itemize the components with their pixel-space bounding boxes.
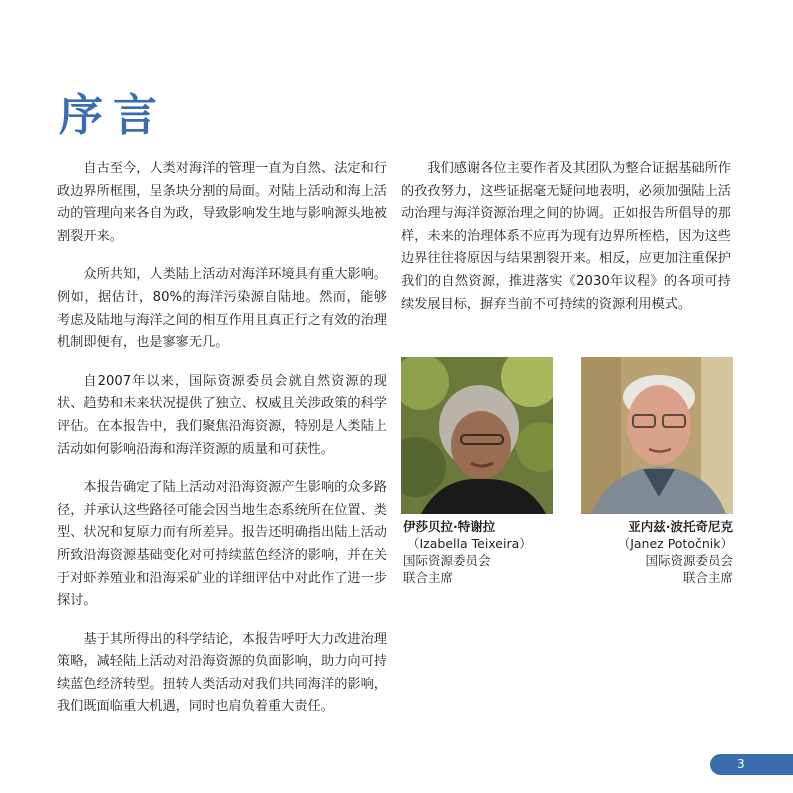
left-column: [57, 158, 387, 735]
page-title: 序言: [59, 90, 167, 141]
signatory-name: 伊莎贝拉·特谢拉: [403, 519, 496, 534]
signatory-org: 国际资源委员会: [645, 553, 733, 568]
signatory-latin-name: （Janez Potočnik）: [617, 536, 733, 551]
paragraph: 基于其所得出的科学结论，本报告呼吁大力改进治理策略，减轻陆上活动对沿海资源的负面影响，助力向可持续蓝色经济转型。扭转人类活动对我们共同海洋的影响，我们既面临重大机遇，同时也肩负着重大责任。: [57, 631, 387, 715]
portrait-photo-teixeira: [401, 357, 553, 514]
paragraph: 我们感谢各位主要作者及其团队为整合证据基础所作的孜孜努力，这些证据毫无疑问地表明，必须加强陆上活动治理与海洋资源治理之间的协调。正如报告所倡导的那样，未来的治理体系不应再为现有边界所桎梏，因为这些边界往往将原因与结果割裂开来。相反，应更加注重保护我们的自然资源，推进落实《2030年议程》的各项可持续发展目标，摒弃当前不可持续的资源利用模式。: [401, 161, 731, 312]
page-number-tab: [710, 754, 793, 775]
paragraph: 本报告确定了陆上活动对沿海资源产生影响的众多路径，并承认这些路径可能会因当地生态系统所在位置、类型、状况和复原力而有所差异。报告还明确指出陆上活动所致沿海资源基础变化对可持续蓝色经济的影响，并在关于对虾养殖业和沿海采矿业的详细评估中对此作了进一步探讨。: [57, 480, 387, 609]
caption-potocnik: [581, 518, 733, 586]
paragraph: 自2007年以来，国际资源委员会就自然资源的现状、趋势和未来状况提供了独立、权威且关涉政策的科学评估。在本报告中，我们聚焦沿海资源，特别是人类陆上活动如何影响沿海和海洋资源的质量和可获性。: [57, 373, 387, 457]
caption-teixeira: [403, 518, 555, 586]
signatory-latin-name: （Izabella Teixeira）: [407, 536, 532, 551]
signatory-role: 联合主席: [682, 570, 733, 585]
paragraph: 众所共知，人类陆上活动对海洋环境具有重大影响。例如，据估计，80%的海洋污染源自陆地。然而，能够考虑及陆地与海洋之间的相互作用且真正行之有效的治理机制即便有，也是寥寥无几。: [57, 267, 387, 351]
right-column: [401, 158, 731, 332]
signatory-org: 国际资源委员会: [403, 553, 491, 568]
portrait-photo-potocnik: [581, 357, 733, 514]
signatory-role: 联合主席: [403, 570, 454, 585]
page-number: 3: [737, 757, 745, 771]
paragraph: 自古至今，人类对海洋的管理一直为自然、法定和行政边界所框围，呈条块分割的局面。对陆上活动和海上活动的管理向来各自为政，导致影响发生地与影响源头地被割裂开来。: [57, 161, 387, 244]
signatory-name: 亚内兹·波托奇尼克: [628, 519, 733, 534]
